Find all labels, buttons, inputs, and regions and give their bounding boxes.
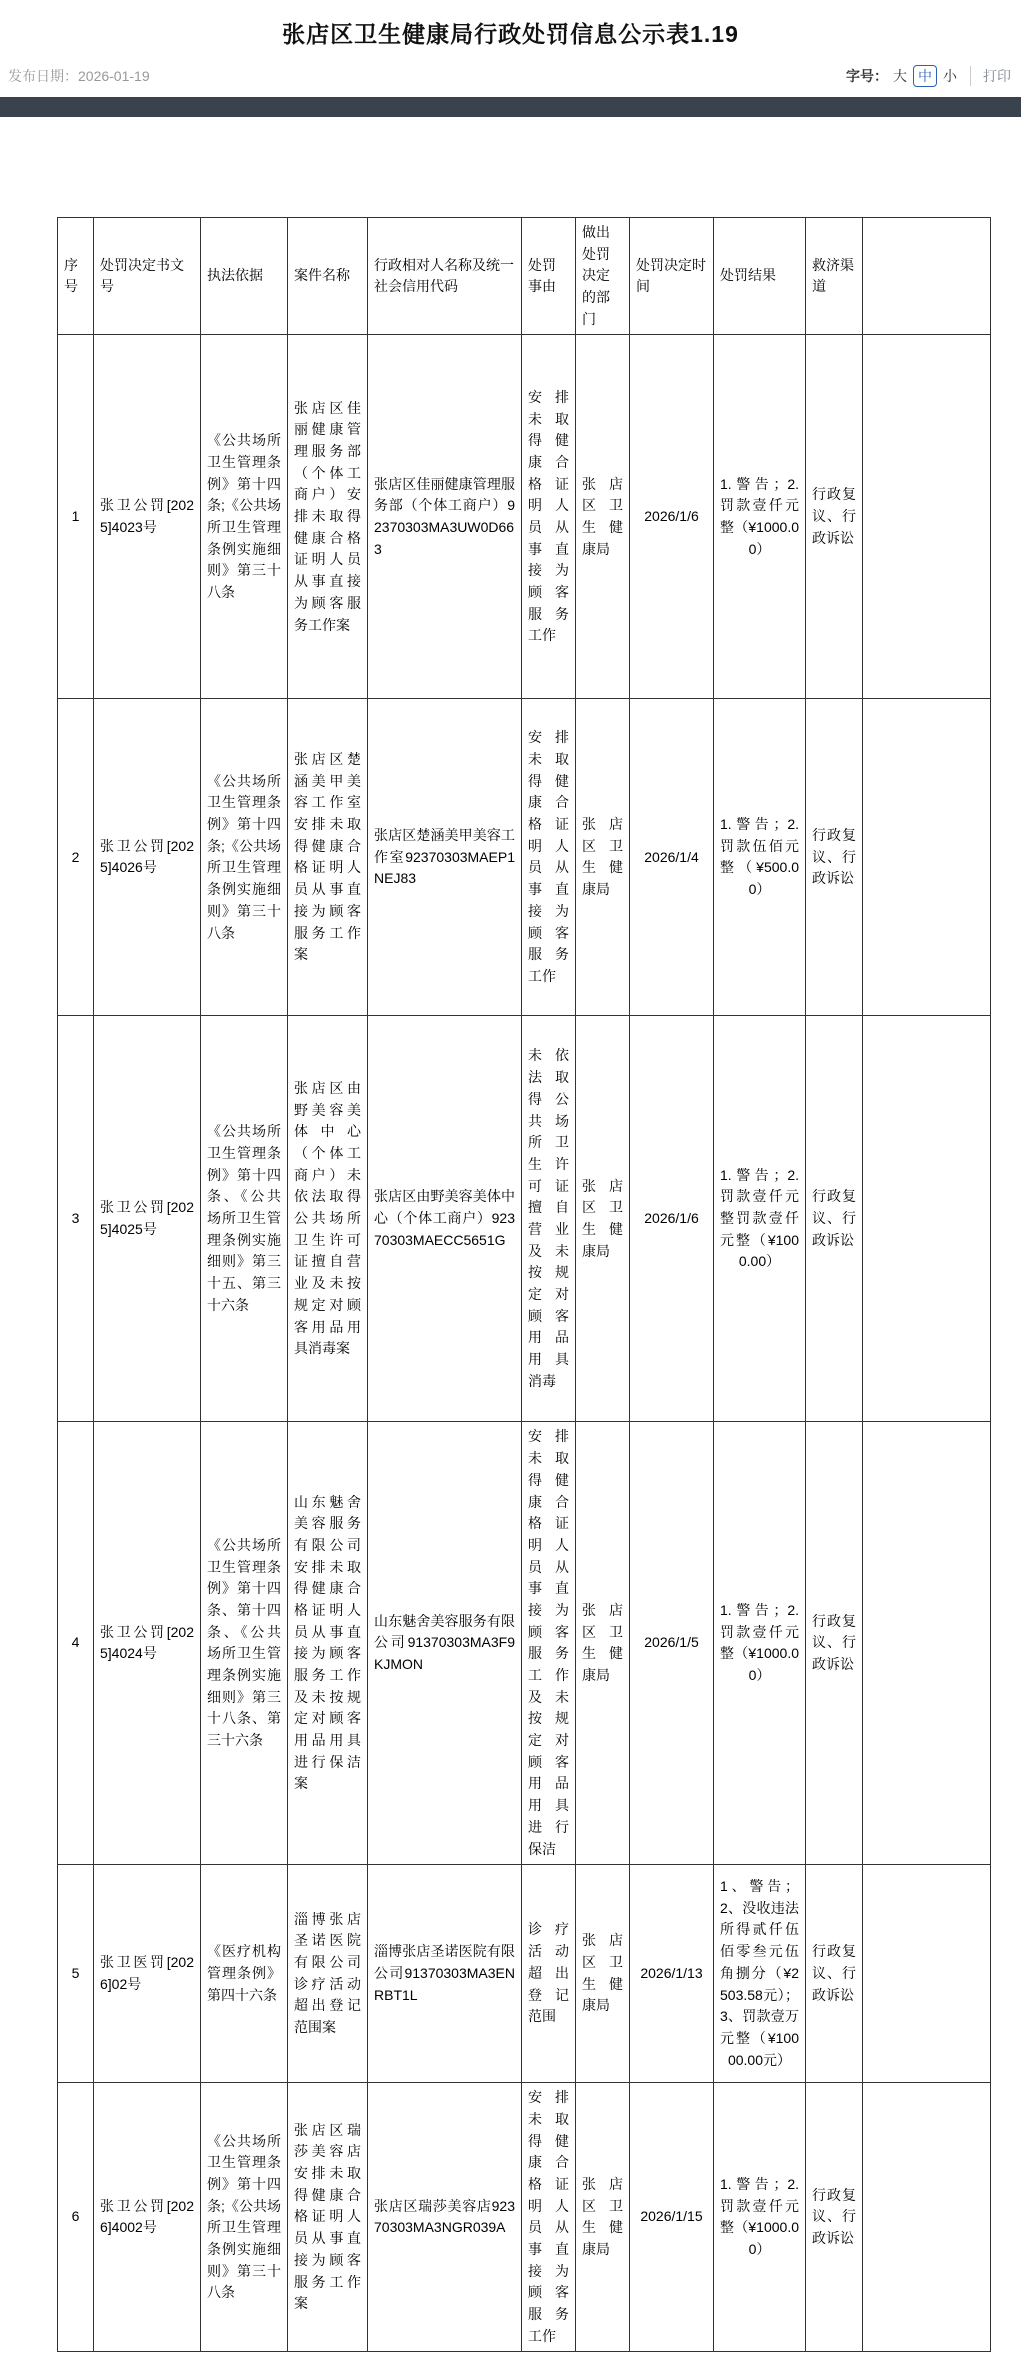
cell-reason: 安排未取得健康合格证明人员从事直接为顾客服务工作及未按规定对顾客用品用具进行保洁: [522, 1422, 576, 1865]
cell-party: 山东魅舍美容服务有限公司91370303MA3F9KJMON: [368, 1422, 522, 1865]
cell-result: 1.警告；2.罚款壹仟元整（¥1000.00）: [714, 1422, 806, 1865]
header-reason: 处罚事由: [522, 218, 576, 335]
cell-doc-no: 张卫公罚[2026]4002号: [94, 2083, 201, 2352]
cell-remedy: 行政复议、行政诉讼: [806, 1422, 863, 1865]
cell-case-name: 张店区由野美容美体中心（个体工商户）未依法取得公共场所卫生许可证擅自营业及未按规定对顾客用品用具消毒案: [288, 1016, 368, 1422]
header-remedy: 救济渠道: [806, 218, 863, 335]
cell-legal-basis: 《公共场所卫生管理条例》第十四条、第十四条、《公共场所卫生管理条例实施细则》第三十八条、第三十六条: [201, 1422, 288, 1865]
cell-empty: [863, 699, 991, 1016]
page-title: 张店区卫生健康局行政处罚信息公示表1.19: [282, 21, 739, 47]
cell-decision-date: 2026/1/4: [630, 699, 714, 1016]
cell-reason: 安排未取得健康合格证明人员从事直接为顾客服务工作: [522, 335, 576, 699]
table-row: [58, 1016, 991, 1422]
cell-seq: 5: [58, 1865, 94, 2083]
cell-department: 张店区卫生健康局: [576, 1422, 630, 1865]
cell-remedy: 行政复议、行政诉讼: [806, 335, 863, 699]
cell-department: 张店区卫生健康局: [576, 2083, 630, 2352]
cell-case-name: 山东魅舍美容服务有限公司安排未取得健康合格证明人员从事直接为顾客服务工作及未按规定对顾客用品用具进行保洁案: [288, 1422, 368, 1865]
publish-date-value: 2026-01-19: [78, 68, 150, 84]
header-row: [58, 218, 991, 335]
cell-case-name: 张店区瑞莎美容店安排未取得健康合格证明人员从事直接为顾客服务工作案: [288, 2083, 368, 2352]
publish-date: [8, 66, 150, 86]
cell-remedy: 行政复议、行政诉讼: [806, 2083, 863, 2352]
publish-date-label: 发布日期：: [8, 68, 78, 84]
cell-seq: 4: [58, 1422, 94, 1865]
cell-department: 张店区卫生健康局: [576, 699, 630, 1016]
table-row: [58, 335, 991, 699]
cell-party: 张店区楚涵美甲美容工作室92370303MAEP1NEJ83: [368, 699, 522, 1016]
cell-remedy: 行政复议、行政诉讼: [806, 1865, 863, 2083]
table-row: [58, 1422, 991, 1865]
cell-department: 张店区卫生健康局: [576, 335, 630, 699]
cell-result: 1、警告；2、没收违法所得贰仟伍佰零叁元伍角捌分（¥2503.58元）；3、罚款壹万元整（¥10000.00元）: [714, 1865, 806, 2083]
cell-empty: [863, 2083, 991, 2352]
cell-decision-date: 2026/1/6: [630, 335, 714, 699]
cell-party: 张店区佳丽健康管理服务部（个体工商户）92370303MA3UW0D663: [368, 335, 522, 699]
font-size-large-button[interactable]: 大: [893, 68, 907, 84]
cell-legal-basis: 《医疗机构管理条例》第四十六条: [201, 1865, 288, 2083]
font-tools: [846, 65, 1011, 87]
cell-seq: 3: [58, 1016, 94, 1422]
header-doc-no: 处罚决定书文号: [94, 218, 201, 335]
cell-empty: [863, 1422, 991, 1865]
cell-legal-basis: 《公共场所卫生管理条例》第十四条、《公共场所卫生管理条例实施细则》第三十五、第三十六条: [201, 1016, 288, 1422]
cell-result: 1.警告；2.罚款壹仟元整（¥1000.00）: [714, 2083, 806, 2352]
penalty-table: [57, 217, 991, 2352]
cell-result: 1.警告；2.罚款伍佰元整（¥500.00）: [714, 699, 806, 1016]
header-seq: 序号: [58, 218, 94, 335]
cell-department: 张店区卫生健康局: [576, 1016, 630, 1422]
cell-case-name: 张店区楚涵美甲美容工作室安排未取得健康合格证明人员从事直接为顾客服务工作案: [288, 699, 368, 1016]
cell-reason: 诊疗活动超出登记范围: [522, 1865, 576, 2083]
cell-decision-date: 2026/1/13: [630, 1865, 714, 2083]
cell-remedy: 行政复议、行政诉讼: [806, 699, 863, 1016]
cell-case-name: 淄博张店圣诺医院有限公司诊疗活动超出登记范围案: [288, 1865, 368, 2083]
table-row: [58, 699, 991, 1016]
cell-empty: [863, 1016, 991, 1422]
header-empty: [863, 218, 991, 335]
table-row: [58, 1865, 991, 2083]
header-result: 处罚结果: [714, 218, 806, 335]
header-party: 行政相对人名称及统一社会信用代码: [368, 218, 522, 335]
cell-decision-date: 2026/1/5: [630, 1422, 714, 1865]
font-size-small-button[interactable]: 小: [943, 68, 957, 84]
cell-empty: [863, 335, 991, 699]
font-size-label: 字号：: [846, 68, 888, 84]
cell-seq: 6: [58, 2083, 94, 2352]
cell-legal-basis: 《公共场所卫生管理条例》第十四条;《公共场所卫生管理条例实施细则》第三十八条: [201, 2083, 288, 2352]
cell-doc-no: 张卫公罚[2025]4024号: [94, 1422, 201, 1865]
cell-remedy: 行政复议、行政诉讼: [806, 1016, 863, 1422]
cell-department: 张店区卫生健康局: [576, 1865, 630, 2083]
cell-doc-no: 张卫医罚[2026]02号: [94, 1865, 201, 2083]
cell-case-name: 张店区佳丽健康管理服务部（个体工商户）安排未取得健康合格证明人员从事直接为顾客服务工作案: [288, 335, 368, 699]
penalty-table-wrap: [57, 217, 1021, 2352]
cell-reason: 安排未取得健康合格证明人员从事直接为顾客服务工作: [522, 699, 576, 1016]
cell-reason: 未依法取得公共场所卫生许可证擅自营业及未按规定对顾客用品用具消毒: [522, 1016, 576, 1422]
cell-seq: 1: [58, 335, 94, 699]
cell-party: 张店区瑞莎美容店92370303MA3NGR039A: [368, 2083, 522, 2352]
font-size-medium-button[interactable]: 中: [913, 65, 937, 87]
header-legal-basis: 执法依据: [201, 218, 288, 335]
cell-decision-date: 2026/1/15: [630, 2083, 714, 2352]
cell-party: 张店区由野美容美体中心（个体工商户）92370303MAECC5651G: [368, 1016, 522, 1422]
print-button[interactable]: 打印: [970, 66, 1011, 86]
cell-legal-basis: 《公共场所卫生管理条例》第十四条;《公共场所卫生管理条例实施细则》第三十八条: [201, 335, 288, 699]
meta-row: [0, 63, 1021, 89]
header-case-name: 案件名称: [288, 218, 368, 335]
cell-result: 1.警告；2.罚款壹仟元整（¥1000.00）: [714, 335, 806, 699]
cell-doc-no: 张卫公罚[2025]4023号: [94, 335, 201, 699]
divider-bar: [0, 97, 1021, 117]
cell-legal-basis: 《公共场所卫生管理条例》第十四条;《公共场所卫生管理条例实施细则》第三十八条: [201, 699, 288, 1016]
cell-doc-no: 张卫公罚[2025]4025号: [94, 1016, 201, 1422]
table-row: [58, 2083, 991, 2352]
cell-doc-no: 张卫公罚[2025]4026号: [94, 699, 201, 1016]
cell-result: 1.警告；2.罚款壹仟元整罚款壹仟元整（¥1000.00）: [714, 1016, 806, 1422]
cell-reason: 安排未取得健康合格证明人员从事直接为顾客服务工作: [522, 2083, 576, 2352]
header-decision-date: 处罚决定时间: [630, 218, 714, 335]
cell-decision-date: 2026/1/6: [630, 1016, 714, 1422]
cell-empty: [863, 1865, 991, 2083]
cell-seq: 2: [58, 699, 94, 1016]
header-department: 做出处罚决定的部门: [576, 218, 630, 335]
cell-party: 淄博张店圣诺医院有限公司91370303MA3ENRBT1L: [368, 1865, 522, 2083]
